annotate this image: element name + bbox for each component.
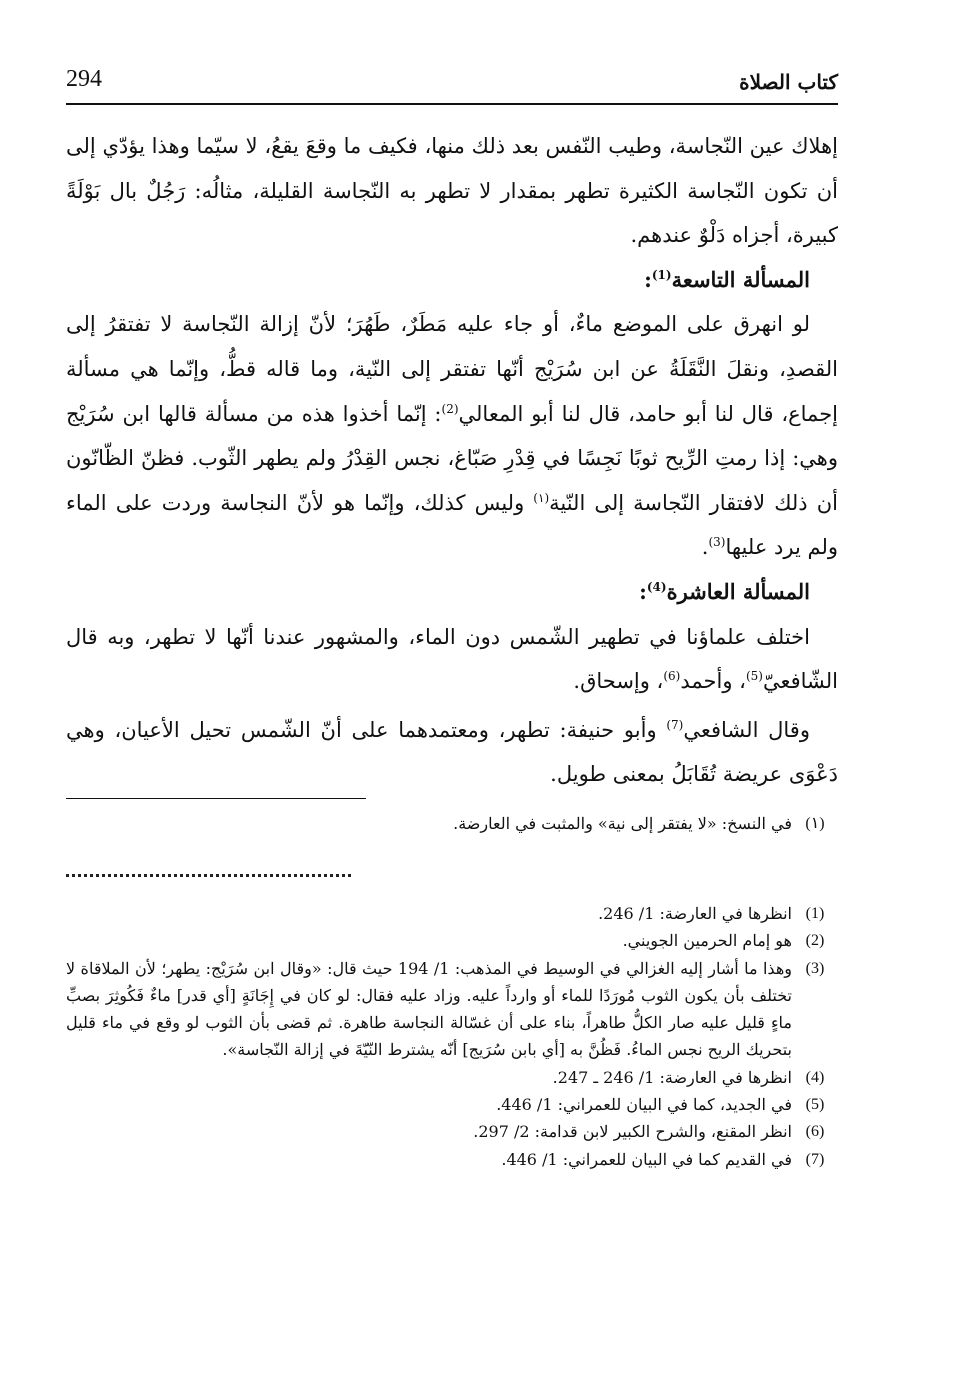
footnote-number: (6) <box>805 1123 825 1141</box>
footnote-item <box>66 955 838 1064</box>
footnote-text: انظر المقنع، والشرح الكبير لابن قدامة: 2/ 297. <box>473 1122 792 1142</box>
footnote-ref: (4) <box>646 579 667 594</box>
paragraph-text: وليس كذلك، وإنّما هو لأنّ النجاسة وردت على الماء ولم يرد عليها <box>66 490 838 560</box>
dotted-separator <box>66 874 351 877</box>
footnote-text: انظرها في العارضة: 1/ 246 ـ 247. <box>552 1067 792 1087</box>
paragraph-text: اختلف علماؤنا في تطهير الشّمس دون الماء، والمشهور عندنا أنّها لا تطهر، وبه قال الشّافعيّ <box>66 624 838 694</box>
footnote-text: انظرها في العارضة: 1/ 246. <box>598 904 792 923</box>
page-number: 294 <box>66 66 102 92</box>
footnote-number: (3) <box>805 959 825 977</box>
footnote-item <box>66 812 838 836</box>
paragraph: إهلاك عين النّجاسة، وطيب النّفس بعد ذلك منها، فكيف ما وقعَ يقعُ، لا سيّما وهذا يؤدّي إلى أن تكون النّجاسة الكثيرة تطهر بمقدار لا تطهر به النّجاسة القليلة، مثالُه: رَجُلٌ بال بَوْلَةً كبيرة، أجزاه دَلْوٌ عندهم. <box>66 134 838 248</box>
footnote-ref: (2) <box>441 401 459 416</box>
footnote-separator <box>66 798 366 799</box>
footnote-number: (2) <box>805 932 825 950</box>
footnote-number: (1) <box>805 905 825 922</box>
header-divider <box>66 103 838 105</box>
section-heading <box>66 258 838 303</box>
footnote-ref: (6) <box>663 669 681 684</box>
footnote-ref: (7) <box>666 717 684 732</box>
footnotes <box>66 900 838 1173</box>
footnote-item <box>66 1064 838 1091</box>
footnote-number: (4) <box>805 1068 825 1086</box>
footnote-ref: (١) <box>533 490 550 505</box>
footnote-ref: (3) <box>708 535 726 550</box>
main-text <box>66 124 838 797</box>
footnote-text: في القديم كما في البيان للعمراني: 1/ 446. <box>501 1149 792 1169</box>
editor-footnotes <box>66 812 838 836</box>
footnote-item <box>66 927 838 954</box>
paragraph-text: : إنّما أخذوا هذه من مسألة قالها ابن سُرَيْج وهي: إذا رمتِ الرِّيح ثوبًا نَجِسًا في قِدْرِ صَبّاغ، نجس القِدْرُ ولم يطهر الثّوب. فظنّ الظّانّون أن ذلك لافتقار النّجاسة إلى النّية <box>66 401 838 515</box>
footnote-item <box>66 1118 838 1145</box>
footnote-number: (5) <box>805 1096 825 1114</box>
paragraph-text: ، وإسحاق. <box>573 669 664 694</box>
paragraph-text: ، وأحمد <box>680 669 746 694</box>
footnote-number: (١) <box>805 815 825 832</box>
footnote-number: (7) <box>805 1150 825 1168</box>
section-heading <box>66 570 838 615</box>
footnote-text: في النسخ: «لا يفتقر إلى نية» والمثبت في العارضة. <box>453 814 792 833</box>
footnote-text: وهذا ما أشار إليه الغزالي في الوسيط في المذهب: 1/ 194 حيث قال: «وقال ابن سُرَيْج: يطهر؛ لأن الملاقاة لا تختلف بأن يكون الثوب مُورَدًا للماء أو وارداً عليه. وزاد عليه فقال: لو كان في إِجَانَةٍ [أي قدر] ماءٌ فَكُوثِرَ بصبِّ ماءٍ قليل عليه صار الكلُّ طاهراً، بناء على أن غسّالة النجاسة طاهرة. ثم قضى بأن الثوب لو وقع في ماء قليل بتحريك الريح نجس الماءُ. فَظُنَّ به [أي بابن سُرَيج] أنّه يشترط النّيّةَ في إزالة النّجاسة». <box>66 958 792 1060</box>
chapter-title: كتاب الصلاة <box>739 70 838 94</box>
paragraph-text: لو انهرق على الموضع ماءٌ، أو جاء عليه مَطَرٌ، طَهُرَ؛ لأنّ إزالة النّجاسة لا تفتقرُ إلى القصدِ، ونقلَ النَّقَلَةُ عن ابن سُرَيْج أنّها تفتقر إلى النّية، وما قاله قطُّ، وإنّما هي مسألة إجماع، قال لنا أبو حامد، قال لنا أبو المعالي <box>66 312 839 426</box>
footnote-ref: (5) <box>745 669 763 684</box>
paragraph-text: . <box>701 535 709 560</box>
paragraph <box>66 708 838 797</box>
paragraph <box>66 302 838 570</box>
heading-text: المسألة العاشرة <box>666 578 810 604</box>
footnote-text: في الجديد، كما في البيان للعمراني: 1/ 446. <box>496 1095 792 1115</box>
paragraph-text: وقال الشافعي <box>683 717 810 742</box>
footnote-text: هو إمام الحرمين الجويني. <box>622 931 792 951</box>
footnote-item <box>66 1146 838 1173</box>
heading-text: المسألة التاسعة <box>671 266 810 292</box>
heading-colon: : <box>639 578 647 604</box>
footnote-item <box>66 900 838 927</box>
footnote-ref: (1) <box>651 267 672 282</box>
running-header <box>66 64 838 98</box>
heading-colon: : <box>644 266 652 292</box>
paragraph-text: وأبو حنيفة: تطهر، ومعتمدهما على أنّ الشّمس تحيل الأعيان، وهي دَعْوَى عريضة تُقَابَلُ بمعنى طويل. <box>66 717 838 787</box>
footnote-item <box>66 1091 838 1118</box>
paragraph <box>66 615 838 704</box>
